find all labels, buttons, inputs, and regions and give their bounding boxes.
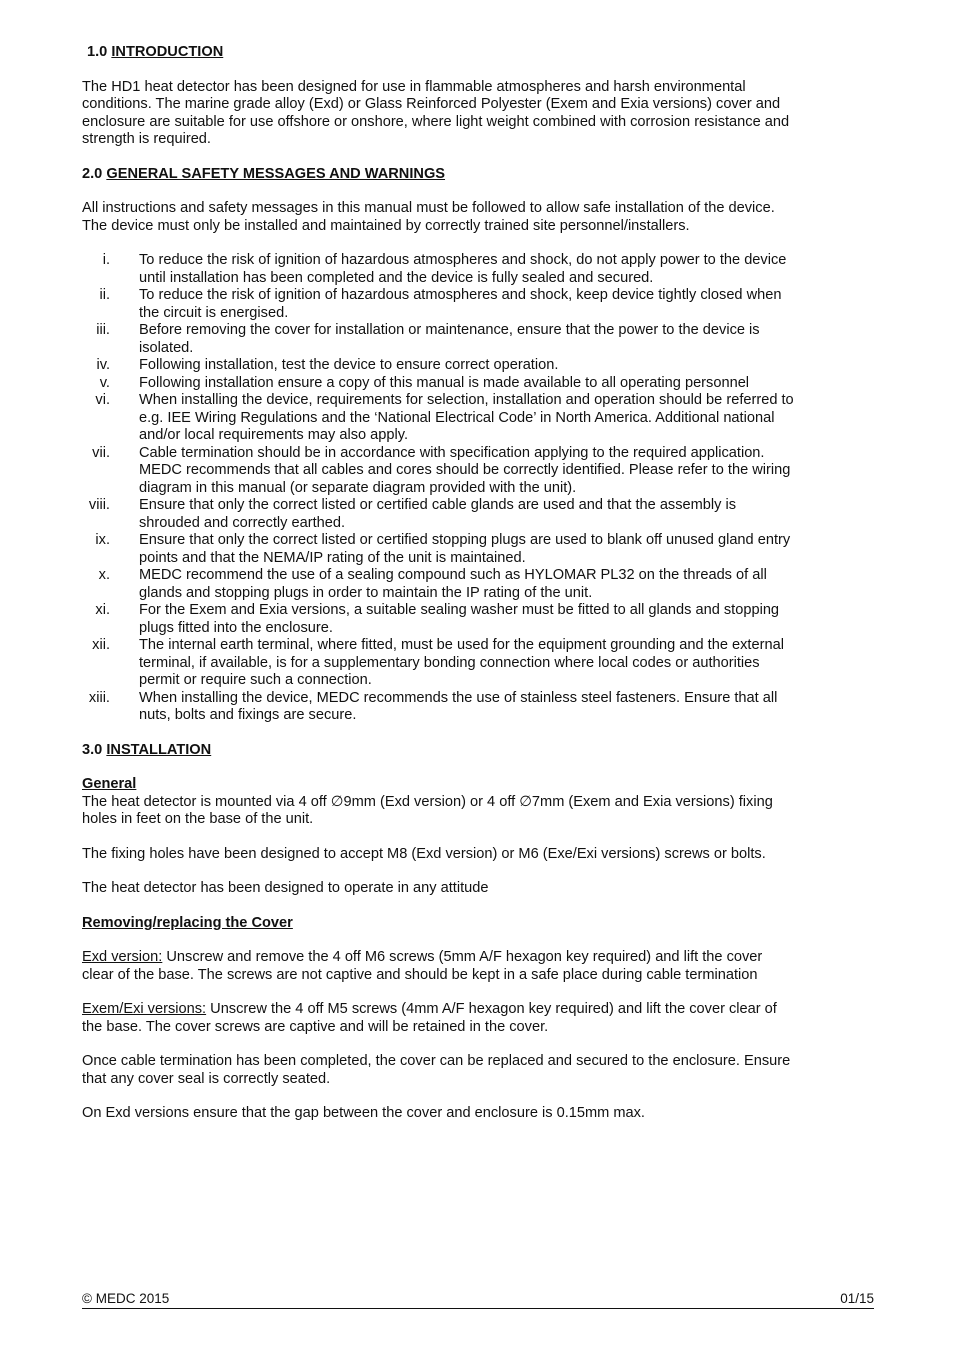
footer-copyright: © MEDC 2015 [82,1291,170,1306]
list-item [82,637,794,690]
exem-paragraph [82,1001,794,1036]
replace-paragraph: Once cable termination has been completed, the cover can be replaced and secured to the enclosure. Ensure that any cover seal is correctly seated. [82,1053,791,1087]
section-title: INTRODUCTION [111,44,224,60]
exd-lead: Exd version: [82,949,163,965]
list-item-number: xi. [95,602,110,618]
general-paragraph-attitude: The heat detector has been designed to operate in any attitude [82,880,489,896]
list-item-text: Cable termination should be in accordance with specification applying to the required application. MEDC recommends that all cables and cores should be correctly identified. Please refer to the wiring diagram in this manual (or separate diagram provided with the unit). [139,444,791,496]
list-item [82,532,794,567]
list-item-text: Ensure that only the correct listed or certified cable glands are used and that the assembly is shrouded and correctly earthed. [139,497,737,531]
general-paragraph-mounting: The heat detector is mounted via 4 off ∅9mm (Exd version) or 4 off ∅7mm (Exem and Exia versions) fixing holes in feet on the base of the unit. [82,793,773,827]
list-item [82,690,794,725]
list-item [82,445,794,498]
list-item-number: viii. [88,497,110,513]
footer-page-number: 01/15 [840,1291,874,1306]
section-number: 1.0 [87,44,108,60]
section-heading-safety [82,166,794,184]
list-item [82,602,794,637]
section-number: 3.0 [82,741,103,758]
list-item-text: The internal earth terminal, where fitted, must be used for the equipment grounding and the external terminal, if available, is for a supplementary bonding connection where local codes or authorities permit or require such a connection. [139,637,784,688]
list-item [82,357,794,375]
exd-text: Unscrew and remove the 4 off M6 screws (5mm A/F hexagon key required) and lift the cover clear of the base. The screws are not captive and should be kept in a safe place during cable termination [82,949,763,983]
list-item [82,567,794,602]
list-item-number: xii. [92,637,110,653]
list-item-number: iv. [96,357,110,373]
list-item-text: To reduce the risk of ignition of hazardous atmospheres and shock, keep device tightly closed when the circuit is energised. [139,287,782,321]
gap-paragraph: On Exd versions ensure that the gap between the cover and enclosure is 0.15mm max. [82,1105,645,1121]
section-heading-introduction [82,44,794,62]
list-item-text: For the Exem and Exia versions, a suitable sealing washer must be fitted to all glands and stopping plugs fitted into the enclosure. [139,602,780,636]
general-paragraph-fixings: The fixing holes have been designed to accept M8 (Exd version) or M6 (Exe/Exi versions) screws or bolts. [82,845,766,862]
list-item-text: When installing the device, requirements for selection, installation and operation should be referred to e.g. IEE Wiring Regulations and the ‘National Electrical Code’ in North America. Additional national and/or local requirements may also apply. [139,392,794,443]
section-number: 2.0 [82,165,103,182]
list-item-number: i. [102,252,110,268]
list-item-text: To reduce the risk of ignition of hazardous atmospheres and shock, do not apply power to the device until installation has been completed and the device is fully sealed and secured. [139,252,787,286]
intro-paragraph: The HD1 heat detector has been designed for use in flammable atmospheres and harsh environmental conditions. The marine grade alloy (Exd) or Glass Reinforced Polyester (Exem and Exia versions) cover and enclosure are suitable for use offshore or onshore, where light weight combined with corrosion resistance and strength is required. [82,78,790,147]
list-item-number: ix. [95,532,110,548]
list-item [82,287,794,322]
footer-divider [82,1308,874,1309]
exem-text: Unscrew the 4 off M5 screws (4mm A/F hexagon key required) and lift the cover clear of the base. The cover screws are captive and will be retained in the cover. [82,1001,777,1035]
section-title: GENERAL SAFETY MESSAGES AND WARNINGS [106,165,446,182]
list-item [82,375,794,393]
safety-list [82,252,794,725]
list-item-number: x. [98,567,110,583]
list-item-number: v. [99,374,110,391]
safety-paragraph: All instructions and safety messages in this manual must be followed to allow safe installation of the device. The device must only be installed and maintained by correctly trained site personnel/installers. [82,200,775,234]
list-item-text: MEDC recommend the use of a sealing compound such as HYLOMAR PL32 on the threads of all glands and stopping plugs in order to maintain the IP rating of the unit. [139,567,767,601]
document-page [82,44,794,1140]
list-item [82,322,794,357]
list-item-text: When installing the device, MEDC recommends the use of stainless steel fasteners. Ensure that all nuts, bolts and fixings are secure. [139,689,778,723]
list-item [82,252,794,287]
exem-lead: Exem/Exi versions: [82,1001,207,1017]
list-item-number: ii. [99,287,110,303]
list-item-number: vii. [92,444,110,461]
list-item-text: Following installation ensure a copy of this manual is made available to all operating personnel [139,374,750,391]
list-item-text: Following installation, test the device to ensure correct operation. [139,357,559,373]
list-item-number: iii. [96,322,110,338]
exd-paragraph [82,949,794,984]
list-item [82,497,794,532]
list-item-number: vi. [95,392,110,408]
subheading-cover: Removing/replacing the Cover [82,914,293,931]
section-title: INSTALLATION [106,741,212,758]
subheading-general: General [82,776,137,792]
list-item [82,392,794,445]
list-item-text: Ensure that only the correct listed or certified stopping plugs are used to blank off unused gland entry points and that the NEMA/IP rating of the unit is maintained. [139,532,791,566]
section-heading-installation [82,742,794,760]
list-item-number: xiii. [88,689,110,706]
list-item-text: Before removing the cover for installation or maintenance, ensure that the power to the device is isolated. [139,322,760,356]
